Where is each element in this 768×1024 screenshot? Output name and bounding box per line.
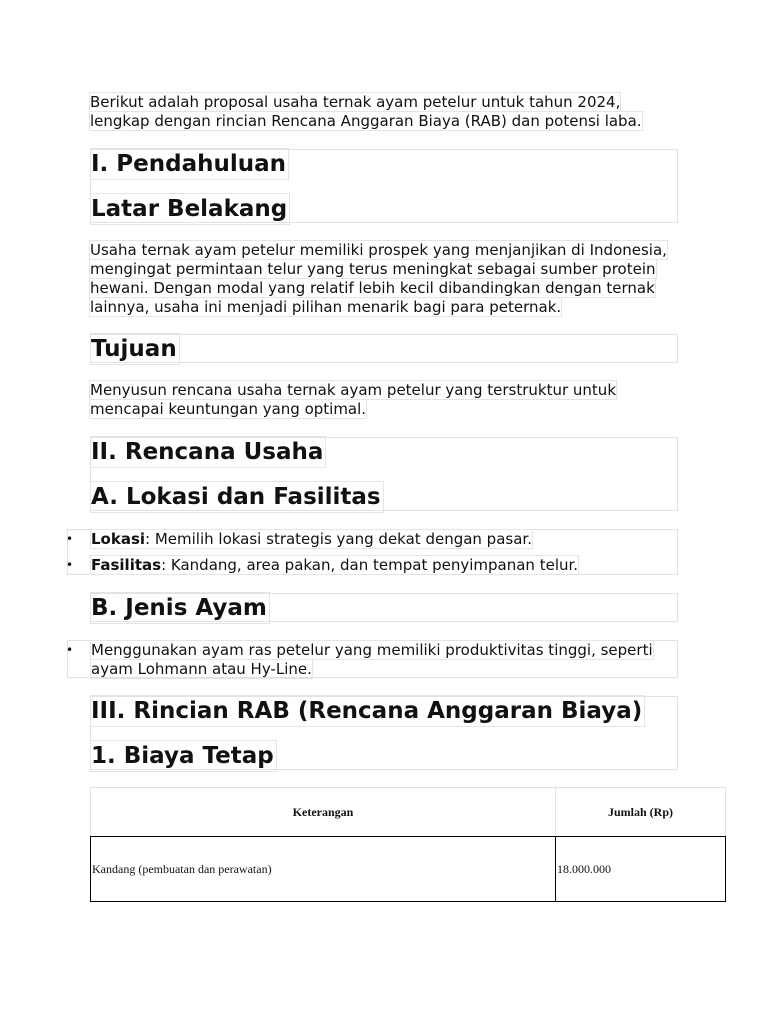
table-cell-description: Kandang (pembuatan dan perawatan) [91,837,556,902]
background-paragraph [90,241,678,317]
bullet-icon: • [66,532,74,546]
fixed-costs-table [90,787,726,902]
list-item-chicken-type [68,641,653,679]
goal-line-1: Menyusun rencana usaha ternak ayam petelur yang terstruktur untuk [90,381,617,399]
section-2-heading: II. Rencana Usaha [91,439,324,465]
location-facilities-heading: A. Lokasi dan Fasilitas [91,484,381,510]
intro-paragraph [90,93,678,131]
section-3-heading-box [90,696,678,770]
chicken-type-heading-box [90,593,678,622]
list-item-facilities [68,556,578,575]
table-row [91,837,726,902]
table-header-amount: Jumlah (Rp) [556,788,726,837]
goal-heading-box [90,334,678,363]
location-facilities-list [67,529,678,575]
list-item-location [68,530,532,549]
intro-line-2: lengkap dengan rincian Rencana Anggaran Biaya (RAB) dan potensi laba. [90,112,642,130]
facilities-label: Fasilitas [91,556,162,574]
goal-paragraph [90,381,678,419]
location-text: : Memilih lokasi strategis yang dekat dengan pasar. [145,530,532,548]
bullet-icon: • [66,558,74,572]
chicken-type-list [67,640,678,678]
background-line-2: mengingat permintaan telur yang terus meningkat sebagai sumber protein [90,260,656,278]
chicken-type-line-2: ayam Lohmann atau Hy-Line. [91,660,312,678]
chicken-type-line-1: Menggunakan ayam ras petelur yang memiliki produktivitas tinggi, seperti [91,641,653,659]
chicken-type-heading: B. Jenis Ayam [91,595,267,621]
background-line-3: hewani. Dengan modal yang relatif lebih kecil dibandingkan dengan ternak [90,279,655,297]
section-3-heading: III. Rincian RAB (Rencana Anggaran Biaya) [91,698,643,724]
facilities-text: : Kandang, area pakan, dan tempat penyimpanan telur. [161,556,579,574]
goal-heading: Tujuan [91,336,177,362]
bullet-icon: • [66,643,74,657]
location-label: Lokasi [91,530,146,548]
section-1-heading-box [90,149,678,223]
table-header-description: Keterangan [91,788,556,837]
background-line-4: lainnya, usaha ini menjadi pilihan menarik bagi para peternak. [90,298,562,316]
fixed-costs-heading: 1. Biaya Tetap [91,743,274,769]
table-header-row [91,788,726,837]
background-heading: Latar Belakang [91,196,288,222]
section-1-heading: I. Pendahuluan [91,151,287,177]
goal-line-2: mencapai keuntungan yang optimal. [90,400,367,418]
background-line-1: Usaha ternak ayam petelur memiliki prospek yang menjanjikan di Indonesia, [90,241,667,259]
table-cell-amount: 18.000.000 [556,837,726,902]
section-2-heading-box [90,437,678,511]
intro-line-1: Berikut adalah proposal usaha ternak ayam petelur untuk tahun 2024, [90,93,621,111]
